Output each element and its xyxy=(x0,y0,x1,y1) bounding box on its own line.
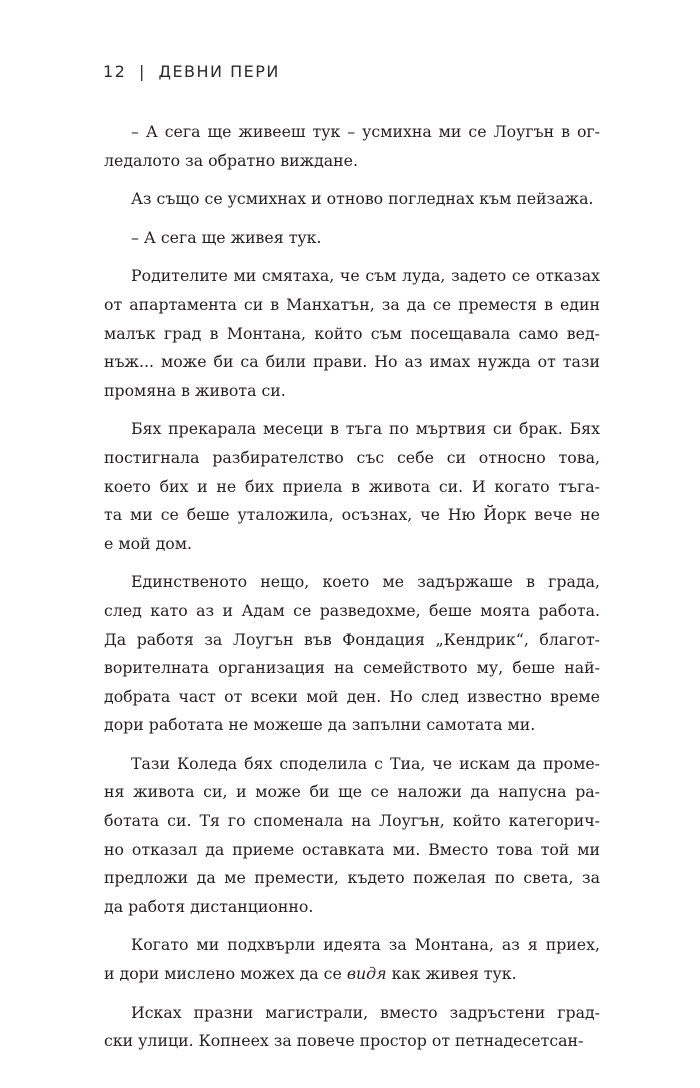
text-line: та ми се беше уталожила, осъзнах, че Ню Йорк вече не xyxy=(104,505,600,525)
body-text xyxy=(104,118,600,1066)
paragraph xyxy=(104,262,600,405)
italic-word: видя xyxy=(346,964,387,984)
paragraph xyxy=(104,999,600,1056)
text-line: Родителите ми смятаха, че съм луда, задето се отказах xyxy=(131,266,600,286)
paragraph xyxy=(104,118,600,175)
text-line: ня живота си, и може би ще се наложи да напусна ра- xyxy=(104,782,600,802)
paragraph xyxy=(104,224,600,253)
page-number: 12 xyxy=(103,62,127,81)
text-line: което бих и не бих приела в живота си. И когато тъга- xyxy=(104,476,600,496)
text-line: е мой дом. xyxy=(104,533,193,553)
text-line: добрата част от всеки мой ден. Но след известно време xyxy=(104,686,600,706)
text-line: Бях прекарала месеци в тъга по мъртвия си брак. Бях xyxy=(131,419,600,439)
text-line: промяна в живота си. xyxy=(104,380,286,400)
header-separator: | xyxy=(138,62,146,81)
running-title: ДЕВНИ ПЕРИ xyxy=(158,62,280,81)
text-line: ски улици. Копнеех за повече простор от петнадесетсан- xyxy=(104,1031,584,1051)
text-line: предложи да ме премести, където пожелая по света, за xyxy=(104,868,600,888)
text-line: Аз също се усмихнах и отново погледнах към пейзажа. xyxy=(131,189,594,209)
text-line: ботата си. Тя го споменала на Лоугън, който категорич- xyxy=(104,811,600,831)
paragraph xyxy=(104,415,600,558)
text-line: Исках празни магистрали, вместо задръстени град- xyxy=(131,1002,600,1022)
paragraph xyxy=(104,931,600,988)
line-tail: как живея тук. xyxy=(386,964,517,984)
running-head xyxy=(103,62,280,81)
text-line: постигнала разбирателство със себе си относно това, xyxy=(104,447,600,467)
text-line: Да работя за Лоугън във Фондация „Кендрик“, благот- xyxy=(104,629,600,649)
paragraph xyxy=(104,185,600,214)
text-line: малък град в Монтана, който съм посещавала само вед- xyxy=(104,323,600,343)
text-line: и дори мислено можех да се видя как живея тук. xyxy=(104,964,517,984)
text-line: да работя дистанционно. xyxy=(104,896,314,916)
text-line: Тази Коледа бях споделила с Тиа, че искам да проме- xyxy=(131,753,600,773)
text-line: от апартамента си в Манхатън, за да се преместя в един xyxy=(104,294,600,314)
text-line: но отказал да приеме оставката ми. Вместо това той ми xyxy=(104,839,600,859)
text-line: нъж... може би са били прави. Но аз имах нужда от тази xyxy=(104,352,600,372)
paragraph xyxy=(104,750,600,922)
text-line: ворителната организация на семейството му, беше най- xyxy=(104,658,600,678)
text-line: – А сега ще живея тук. xyxy=(131,227,322,247)
text-line: Когато ми подхвърли идеята за Монтана, аз я приех, xyxy=(131,935,600,955)
text-line: след като аз и Адам се разведохме, беше моята работа. xyxy=(104,600,600,620)
text-line: дори работата не можеше да запълни самотата ми. xyxy=(104,715,536,735)
text-line: – А сега ще живееш тук – усмихна ми се Лоугън в ог- xyxy=(131,122,600,141)
text-line: Единственото нещо, което ме задържаше в града, xyxy=(131,572,600,592)
paragraph xyxy=(104,568,600,740)
text-line: ледалото за обратно виждане. xyxy=(104,150,358,170)
